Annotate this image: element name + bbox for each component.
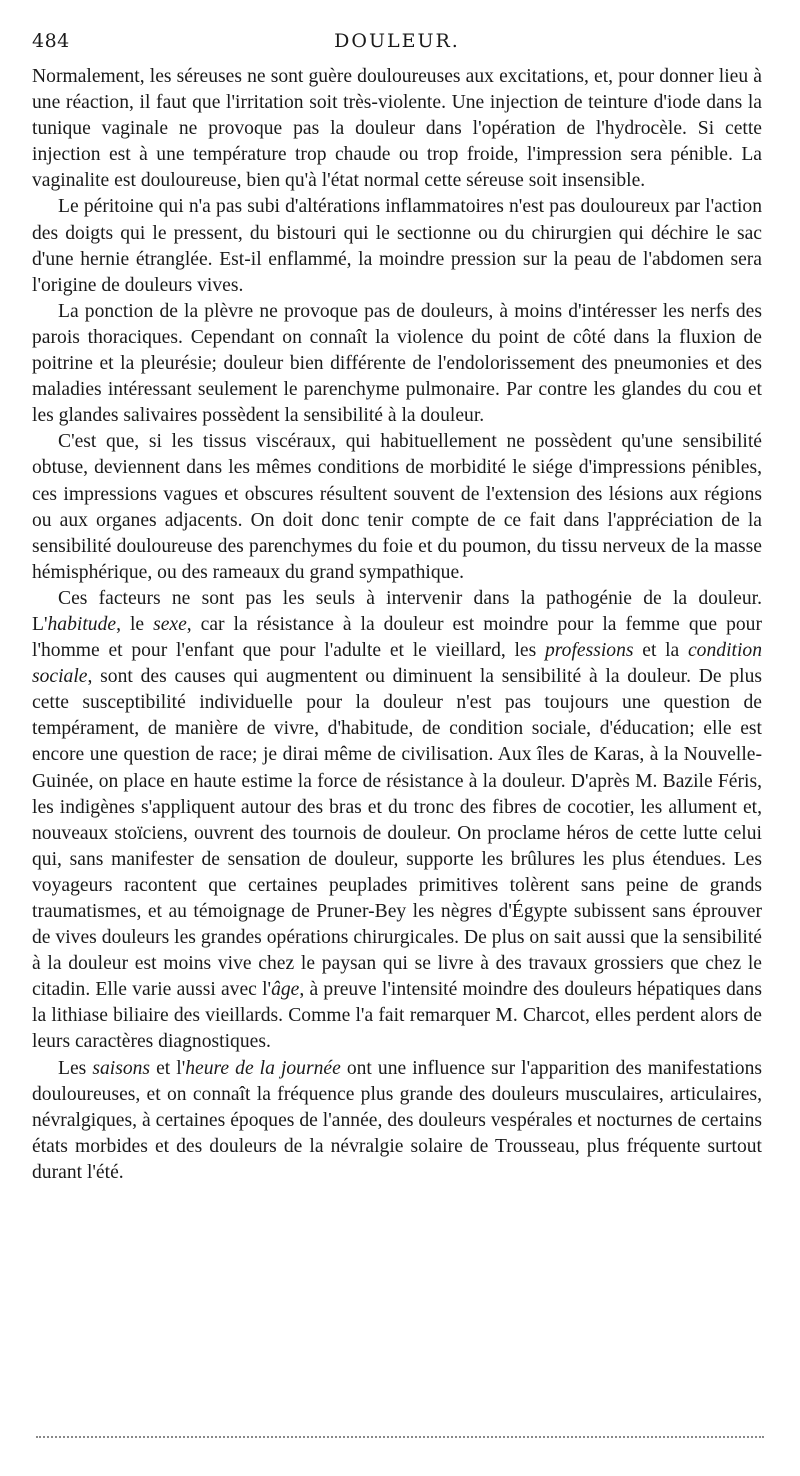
body-text (32, 64, 762, 1186)
italic-term: habitude (47, 613, 117, 635)
text-run: Ces facteurs ne sont pas les seuls à intervenir dans la pathogénie de la douleur. L' (32, 587, 762, 635)
text-run: , le (116, 613, 154, 635)
running-head: DOULEUR. (334, 30, 460, 52)
italic-term: âge (271, 979, 300, 1001)
italic-term: sexe (153, 613, 187, 635)
text-run: et l' (150, 1057, 186, 1079)
text-run: , car la résistance à la douleur est moindre pour la femme que pour l'homme et pour l'enfant que pour l'adulte et le vieillard, les (32, 613, 762, 662)
page-header (32, 30, 762, 56)
paragraph (32, 64, 762, 194)
text-run: ont une influence sur l'apparition des manifestations douloureuses, et on connaît la fréquence plus grande des douleurs musculaires, articulaires, névralgiques, à certaines époques de l'année, des douleurs vespérales et nocturnes de certains états morbides et des douleurs de la névralgie solaire de Trousseau, plus fréquente surtout durant l'été. (32, 1057, 762, 1183)
text-run: C'est que, si les tissus viscéraux, qui habituellement ne possèdent qu'une sensibilité obtuse, deviennent dans les mêmes conditions de morbidité le siége d'impressions pénibles, ces impressions vagues et obscures résultent souvent de l'extension des lésions aux régions ou aux organes adjacents. On doit donc tenir compte de ce fait dans l'appréciation de la sensibilité douloureuse des parenchymes du foie et du poumon, du tissu nerveux de la masse hémisphérique, ou des rameaux du grand sympathique. (32, 431, 762, 583)
text-run: , à preuve l'intensité moindre des douleurs hépatiques dans la lithiase biliaire des vieillards. Comme l'a fait remarquer M. Charcot, elles perdent alors de leurs caractères diagnostiques. (32, 979, 762, 1053)
italic-term: saisons (92, 1057, 151, 1079)
text-run: Normalement, les séreuses ne sont guère douloureuses aux excitations, et, pour donner lieu à une réaction, il faut que l'irritation soit très-violente. Une injection de teinture d'iode dans la tunique vaginale ne provoque pas la douleur dans l'opération de l'hydrocèle. Si cette injection est à une température trop chaude ou trop froide, l'impression sera pénible. La vaginalite est douloureuse, bien qu'à l'état normal cette séreuse soit insensible. (32, 66, 762, 192)
paragraph (32, 586, 762, 1056)
italic-term: professions (544, 640, 634, 662)
page-number: 484 (32, 30, 70, 52)
paragraph (32, 299, 762, 429)
text-run: et la (633, 640, 688, 662)
text-run: Les (58, 1057, 93, 1079)
text-run: Le péritoine qui n'a pas subi d'altérations inflammatoires n'est pas douloureux par l'action des doigts qui le pressent, du bistouri qui le sectionne ou du chirurgien qui déchire le sac d'une hernie étranglée. Est-il enflammé, la moindre pression sur la peau de l'abdomen sera l'origine de douleurs vives. (32, 196, 762, 296)
italic-term: heure de la journée (185, 1057, 341, 1079)
footer-rule (36, 1436, 764, 1438)
paragraph (32, 1056, 762, 1186)
paragraph (32, 429, 762, 586)
paragraph (32, 194, 762, 298)
italic-term: condition sociale (32, 640, 762, 688)
text-run: La ponction de la plèvre ne provoque pas de douleurs, à moins d'intéresser les nerfs des parois thoraciques. Cependant on connaît la violence du point de côté dans la fluxion de poitrine et la pleurésie; douleur bien différente de l'endolorissement des pneumonies et des maladies intéressant seulement le parenchyme pulmonaire. Par contre les glandes du cou et les glandes salivaires possèdent la sensibilité à la douleur. (32, 300, 762, 427)
text-run: , sont des causes qui augmentent ou diminuent la sensibilité à la douleur. De plus cette susceptibilité individuelle pour la douleur n'est pas toujours une question de tempérament, de manière de vivre, d'habitude, de condition sociale, d'éducation; elle est encore une question de race; je dirai même de civilisation. Aux îles de Karas, à la Nouvelle-Guinée, on place en haute estime la force de résistance à la douleur. D'après M. Bazile Féris, les indigènes s'appliquent autour des bras et du tronc des fibres de cocotier, les allument et, nouveaux stoïciens, ouvrent des tournois de douleur. On proclame héros de cette lutte celui qui, sans manifester de sensation de douleur, supporte les brûlures les plus étendues. Les voyageurs racontent que certaines peuplades primitives tolèrent sans peine de grands traumatismes, et au témoignage de Pruner-Bey les nègres d'Égypte subissent sans éprouver de vives douleurs les grandes opérations chirurgicales. De plus on sait aussi que la sensibilité à la douleur est moins vive chez le paysan qui se livre à des travaux grossiers que chez le citadin. Elle varie aussi avec l' (32, 666, 762, 1001)
